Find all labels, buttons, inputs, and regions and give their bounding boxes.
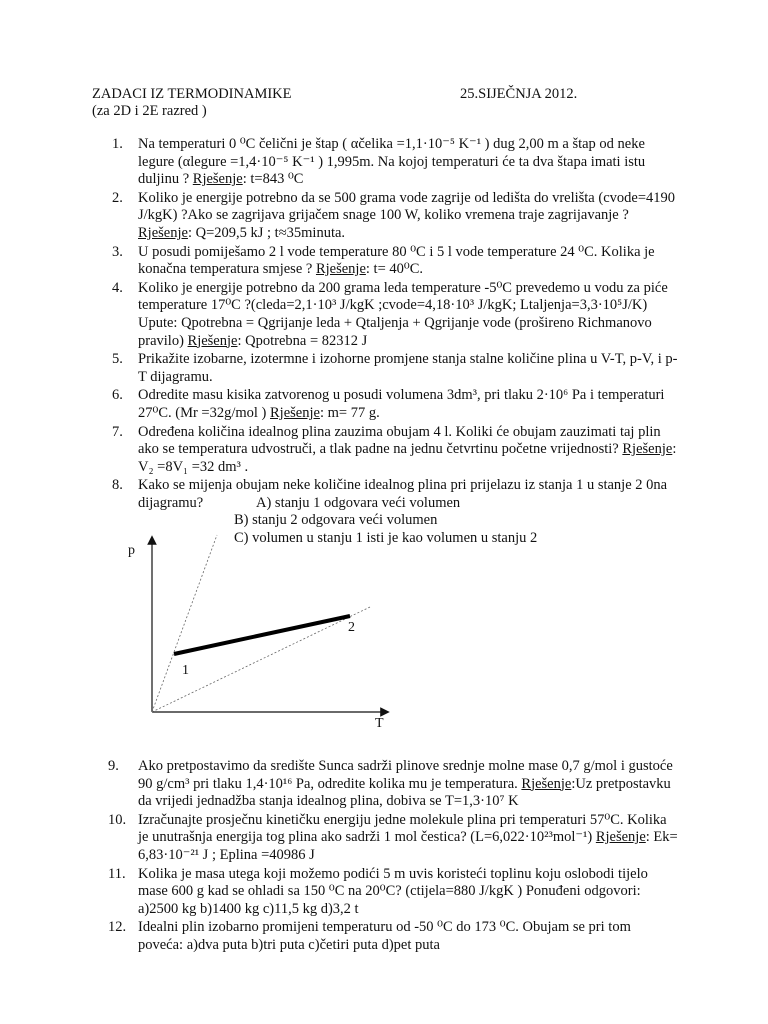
solution-text: : t= 40⁰C. bbox=[365, 261, 423, 278]
solution-text: : t=843 ⁰C bbox=[242, 171, 304, 188]
problem-list-top bbox=[0, 136, 768, 549]
x-axis-label: T bbox=[375, 716, 384, 731]
problem-text: Kako se mijenja obujam neke količine idealnog plina pri prijelazu iz stanja 1 u stanje 2 0na dijagramu? bbox=[138, 477, 668, 511]
problem-number: 1. bbox=[112, 136, 123, 152]
problem-number: 12. bbox=[108, 919, 127, 936]
solution-label: Rješenje bbox=[595, 829, 646, 846]
problem-number: 3. bbox=[112, 243, 123, 260]
solution-text: : Ek= 6,83·10⁻²¹ J ; Eplina =40986 J bbox=[138, 829, 678, 863]
problem-list-bottom bbox=[0, 758, 768, 956]
state-2-label: 2 bbox=[348, 620, 355, 635]
problem-text: Određena količina idealnog plina zauzima obujam 4 l. Koliki će obujam zauzimati taj plin ako se temperatura udvostruči, a tlak padne na jednu četvrtinu početne vrijednosti? bbox=[138, 423, 661, 458]
problem-number: 9. bbox=[108, 758, 119, 774]
document-title: ZADACI IZ TERMODINAMIKE bbox=[92, 86, 292, 102]
solution-label: Rješenje bbox=[622, 441, 673, 458]
solution-text: :Uz pretpostavku da vrijedi jednadžba stanja idealnog plina, dobiva se T=1,3·10⁷ K bbox=[138, 775, 671, 810]
problem-number: 7. bbox=[112, 423, 123, 440]
problem-item bbox=[0, 351, 768, 386]
process-line-1-2 bbox=[174, 616, 350, 654]
q8-option-c: C) volumen u stanju 1 isti je kao volumen u stanju 2 bbox=[234, 530, 538, 547]
problem-text: Koliko je energije potrebno da 200 grama leda temperature -5⁰C prevedemo u vodu za piće temperature 17⁰C ?(cleda=2,1·10³ J/kgK ;cvode=4,18·10³ J/kgK; Ltaljenja=3,3·10⁵J/K) Upute: Qpotrebna = Qgrijanje leda + Qtaljenja + Qgrijanje vode (prošireno Richmanovo pravilo) bbox=[138, 279, 668, 349]
problem-item bbox=[0, 387, 768, 422]
p-t-diagram bbox=[110, 530, 410, 740]
solution-label: Rješenje bbox=[315, 261, 366, 278]
document-date: 25.SIJEČNJA 2012. bbox=[460, 86, 578, 102]
problem-item bbox=[0, 866, 768, 919]
problem-text: Odredite masu kisika zatvorenog u posudi volumena 3dm³, pri tlaku 2·10⁶ Pa i temperaturi 27⁰C. (Mr =32g/mol ) bbox=[138, 387, 665, 421]
problem-item bbox=[0, 919, 768, 954]
solution-label: Rješenje bbox=[187, 332, 238, 349]
q8-option-b: B) stanju 2 odgovara veći volumen bbox=[234, 512, 438, 529]
document-subtitle: (za 2D i 2E razred ) bbox=[92, 103, 207, 119]
problem-text: Kolika je masa utega koji možemo podići 5 m uvis koristeći toplinu koju oslobodi tijelo mase 600 g kad se ohladi sa 150 ⁰C na 20⁰C? (ctijela=880 J/kgK ) Ponuđeni odgovori: a)2500 kg b)1400 kg c)11,5 kg d)3,2 t bbox=[138, 865, 648, 917]
problem-number: 10. bbox=[108, 811, 127, 828]
p-t-diagram-svg bbox=[110, 530, 410, 740]
solution-text: : V₂ =8V₁ =32 dm³ . bbox=[138, 441, 677, 475]
problem-item bbox=[0, 190, 768, 243]
problem-item bbox=[0, 244, 768, 279]
problem-text: Koliko je energije potrebno da se 500 grama vode zagrije od ledišta do vrelišta (cvode=4190 J/kgK) ?Ako se zagrijava grijačem snage 100 W, koliko vremena traje zagrijavanje ? bbox=[138, 189, 675, 224]
solution-label: Rješenje bbox=[521, 775, 572, 792]
problem-number: 6. bbox=[112, 387, 123, 404]
problem-text: U posudi pomiješamo 2 l vode temperature 80 ⁰C i 5 l vode temperature 24 ⁰C. Kolika je konačna temperatura smjese ? bbox=[138, 243, 655, 278]
solution-text: : Q=209,5 kJ ; t≈35minuta. bbox=[187, 224, 346, 241]
solution-text: : Qpotrebna = 82312 J bbox=[237, 332, 368, 349]
problem-text: Prikažite izobarne, izotermne i izohorne promjene stanja stalne količine plina u V-T, p-V, i p-T dijagramu. bbox=[138, 351, 678, 385]
problem-number: 2. bbox=[112, 189, 123, 206]
problem-number: 5. bbox=[112, 351, 123, 368]
solution-label: Rješenje bbox=[192, 171, 243, 188]
state-1-label: 1 bbox=[182, 663, 189, 678]
solution-label: Rješenje bbox=[138, 224, 188, 241]
solution-text: : m= 77 g. bbox=[319, 404, 380, 421]
problem-number: 11. bbox=[108, 865, 126, 882]
isochore-line-2 bbox=[152, 607, 370, 712]
problem-number: 8. bbox=[112, 477, 123, 494]
problem-text: Na temperaturi 0 ⁰C čelični je štap ( αčelika =1,1·10⁻⁵ K⁻¹ ) dug 2,00 m a štap od neke legure (αlegure =1,4·10⁻⁵ K⁻¹ ) 1,995m. Na kojoj temperaturi će ta dva štapa imati istu duljinu ? bbox=[138, 136, 646, 188]
problem-item bbox=[0, 136, 768, 189]
problem-text: Ako pretpostavimo da središte Sunca sadrži plinove srednje molne mase 0,7 g/mol i gustoće 90 g/cm³ pri tlaku 1,4·10¹⁶ Pa, odredite kolika mu je temperatura. bbox=[138, 758, 673, 792]
q8-option-a: A) stanju 1 odgovara veći volumen bbox=[256, 494, 461, 511]
problem-item bbox=[0, 758, 768, 811]
problem-text: Izračunajte prosječnu kinetičku energiju jedne molekule plina pri temperaturi 57⁰C. Kolika je unutrašnja energija tog plina ako sadrži 1 mol čestica? (L=6,022·10²³mol⁻¹) bbox=[138, 811, 667, 846]
y-axis-label: p bbox=[128, 543, 135, 558]
problem-item bbox=[0, 812, 768, 865]
problem-number: 4. bbox=[112, 279, 123, 296]
problem-item bbox=[0, 424, 768, 477]
problem-item bbox=[0, 280, 768, 350]
solution-label: Rješenje bbox=[270, 404, 320, 421]
problem-text: Idealni plin izobarno promijeni temperaturu od -50 ⁰C do 173 ⁰C. Obujam se pri tom poveća: a)dva puta b)tri puta c)četiri puta d)pet puta bbox=[138, 919, 631, 953]
